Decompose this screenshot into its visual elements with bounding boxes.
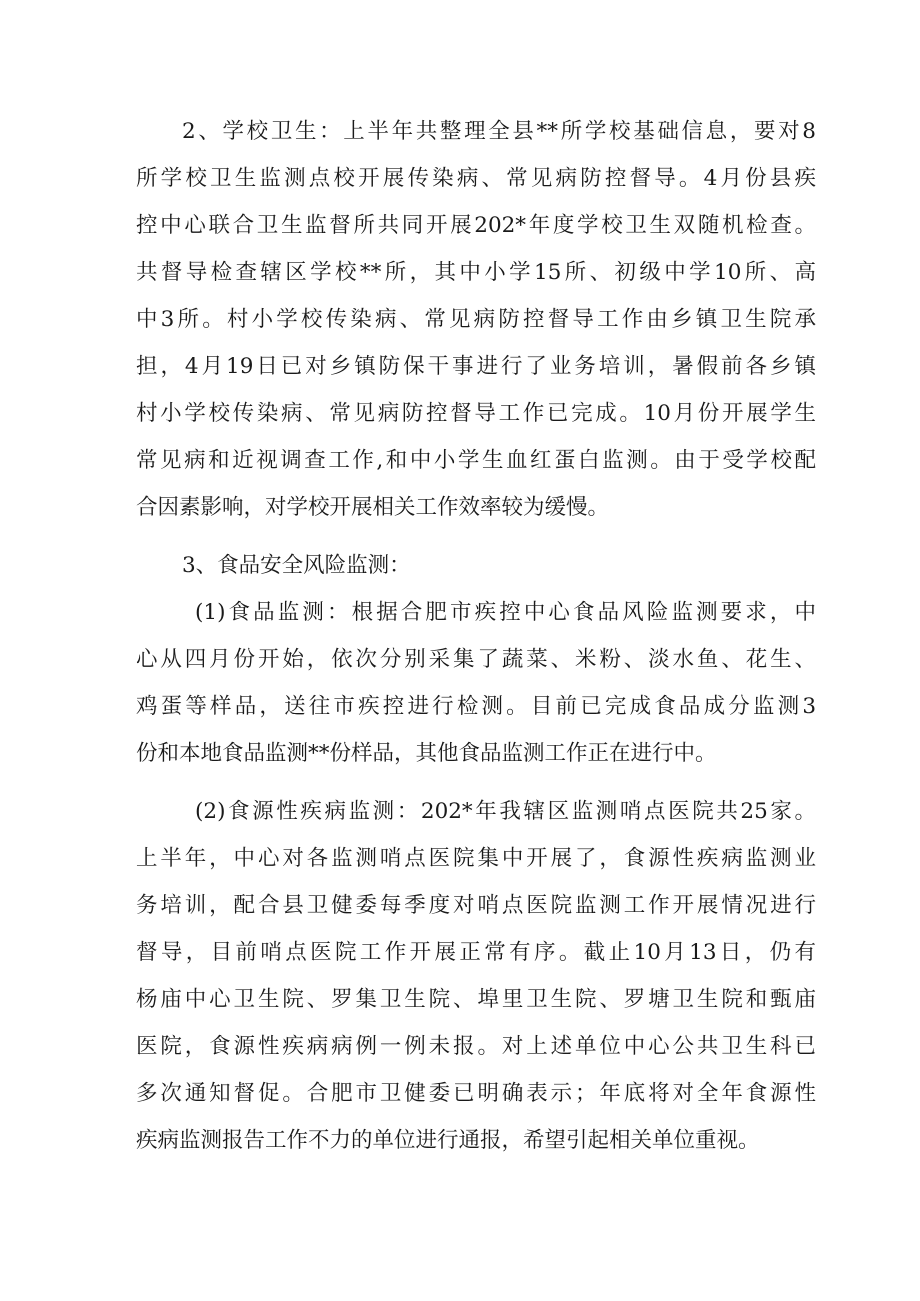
school-health-line-1: 2、学校卫生：上半年共整理全县**所学校基础信息，要对8 <box>182 119 816 144</box>
foodborne-line-3: 务培训，配合县卫健委每季度对哨点医院监测工作开展情况进行 <box>136 893 816 918</box>
foodborne-line-4: 督导，目前哨点医院工作开展正常有序。截止10月13日，仍有 <box>136 940 816 965</box>
foodborne-line-2: 上半年，中心对各监测哨点医院集中开展了，食源性疾病监测业 <box>136 846 816 871</box>
school-health-line-4: 共督导检查辖区学校**所，其中小学15所、初级中学10所、高 <box>136 260 816 285</box>
foodborne-line-8: 疾病监测报告工作不力的单位进行通报，希望引起相关单位重视。 <box>136 1128 760 1153</box>
school-health-line-7: 村小学校传染病、常见病防控督导工作已完成。10月份开展学生 <box>136 401 816 426</box>
school-health-line-8: 常见病和近视调查工作,和中小学生血红蛋白监测。由于受学校配 <box>136 448 816 473</box>
school-health-line-6: 担，4月19日已对乡镇防保干事进行了业务培训，暑假前各乡镇 <box>136 354 816 379</box>
food-monitoring-line-2: 心从四月份开始，依次分别采集了蔬菜、米粉、淡水鱼、花生、 <box>136 647 816 672</box>
food-monitoring-line-3: 鸡蛋等样品，送往市疾控进行检测。目前已完成食品成分监测3 <box>136 694 816 719</box>
foodborne-line-5: 杨庙中心卫生院、罗集卫生院、埠里卫生院、罗塘卫生院和甄庙 <box>136 987 816 1012</box>
food-monitoring-line-4: 份和本地食品监测**份样品，其他食品监测工作正在进行中。 <box>136 741 717 766</box>
school-health-line-5: 中3所。村小学校传染病、常见病防控督导工作由乡镇卫生院承 <box>136 307 816 332</box>
school-health-line-3: 控中心联合卫生监督所共同开展202*年度学校卫生双随机检查。 <box>136 213 816 238</box>
foodborne-line-1: (2)食源性疾病监测：202*年我辖区监测哨点医院共25家。 <box>195 799 816 824</box>
food-safety-heading: 3、食品安全风险监测： <box>182 553 411 578</box>
foodborne-line-6: 医院，食源性疾病病例一例未报。对上述单位中心公共卫生科已 <box>136 1034 816 1059</box>
food-monitoring-line-1: (1)食品监测：根据合肥市疾控中心食品风险监测要求，中 <box>195 600 816 625</box>
school-health-line-9: 合因素影响，对学校开展相关工作效率较为缓慢。 <box>136 495 610 520</box>
school-health-line-2: 所学校卫生监测点校开展传染病、常见病防控督导。4月份县疾 <box>136 166 816 191</box>
foodborne-line-7: 多次通知督促。合肥市卫健委已明确表示；年底将对全年食源性 <box>136 1081 816 1106</box>
